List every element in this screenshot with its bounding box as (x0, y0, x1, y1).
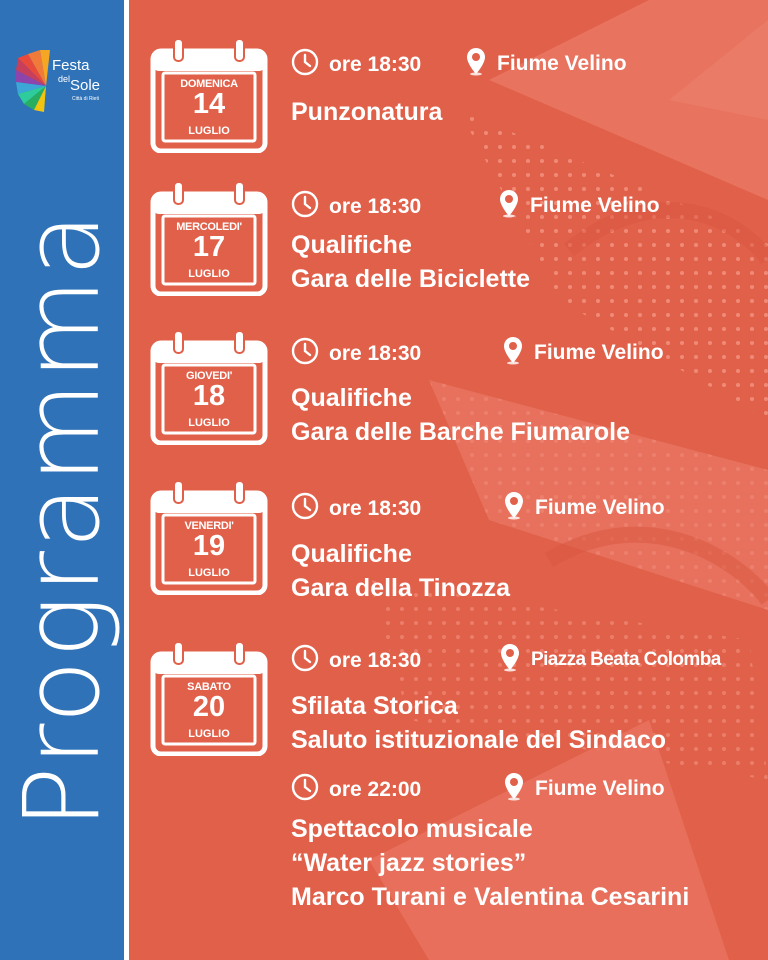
event-time-text: ore 18:30 (329, 649, 422, 672)
event-title-line: Qualifiche (291, 540, 412, 568)
calendar-date: 20 (192, 691, 226, 723)
clock-icon (291, 644, 329, 678)
logo-text-del: del (58, 74, 71, 84)
calendar-date: 17 (192, 231, 226, 263)
clock-icon (291, 492, 329, 526)
calendar-weekday: VENERDI' (184, 520, 234, 532)
calendar-weekday: SABATO (187, 681, 231, 693)
event-location (465, 46, 627, 82)
calendar-weekday: DOMENICA (180, 78, 238, 90)
event-title-line: Saluto istituzionale del Sindaco (291, 726, 667, 754)
event-time (291, 644, 421, 678)
clock-icon (291, 773, 329, 807)
event-location (498, 188, 660, 224)
event-title-line: Gara delle Barche Fiumarole (291, 418, 631, 446)
event-time-text: ore 18:30 (329, 497, 422, 520)
calendar-weekday: MERCOLEDI' (176, 221, 242, 233)
event-location-text: Fiume Velino (497, 52, 627, 75)
calendar-month: LUGLIO (188, 417, 230, 429)
calendar-date: 19 (192, 530, 226, 562)
event-location-text: Fiume Velino (530, 194, 660, 217)
location-pin-icon (499, 642, 531, 678)
calendar-icon (150, 180, 268, 296)
event-location (503, 771, 665, 807)
clock-icon (291, 337, 329, 371)
event-title-line: Qualifiche (291, 231, 412, 259)
event-title-line: Qualifiche (291, 384, 412, 412)
logo-text-festa: Festa (52, 57, 90, 74)
sun-logo-icon (14, 46, 118, 126)
clock-icon (291, 190, 329, 224)
location-pin-icon (503, 490, 535, 526)
event-time (291, 337, 421, 371)
calendar-icon (150, 479, 268, 595)
calendar-month: LUGLIO (188, 268, 230, 280)
event-title-line: Gara della Tinozza (291, 574, 511, 602)
event-title-line: Spettacolo musicale (291, 815, 533, 843)
event-title-line: Marco Turani e Valentina Cesarini (291, 883, 690, 911)
event-title-line: “Water jazz stories” (291, 849, 527, 877)
event-time-text: ore 18:30 (329, 195, 422, 218)
event-time-text: ore 18:30 (329, 53, 422, 76)
calendar-month: LUGLIO (188, 567, 230, 579)
event-location-text: Fiume Velino (535, 496, 665, 519)
event-time (291, 48, 421, 82)
calendar-icon (150, 640, 268, 756)
calendar-month: LUGLIO (188, 728, 230, 740)
event-time (291, 190, 421, 224)
calendar-icon (150, 37, 268, 153)
logo-text-city: Città di Rieti (72, 96, 99, 102)
event-time (291, 773, 421, 807)
event-location (502, 335, 664, 371)
event-location (503, 490, 665, 526)
event-location (499, 642, 721, 678)
event-location-text: Piazza Beata Colomba (531, 649, 721, 670)
event-title-line: Sfilata Storica (291, 692, 458, 720)
event-time-text: ore 18:30 (329, 342, 422, 365)
calendar-weekday: GIOVEDI' (185, 370, 233, 382)
location-pin-icon (465, 46, 497, 82)
festa-del-sole-logo (14, 46, 118, 126)
event-location-text: Fiume Velino (535, 777, 665, 800)
calendar-date: 18 (192, 380, 226, 412)
location-pin-icon (498, 188, 530, 224)
event-time-text: ore 22:00 (329, 778, 422, 801)
calendar-icon (150, 329, 268, 445)
sidebar (0, 0, 124, 960)
clock-icon (291, 48, 329, 82)
programma-title: Programma (1, 210, 123, 830)
event-title-line: Punzonatura (291, 98, 443, 126)
event-location-text: Fiume Velino (534, 341, 664, 364)
location-pin-icon (503, 771, 535, 807)
calendar-month: LUGLIO (188, 125, 230, 137)
calendar-date: 14 (192, 88, 226, 120)
logo-text-sole: Sole (70, 77, 101, 94)
event-time (291, 492, 421, 526)
location-pin-icon (502, 335, 534, 371)
event-title-line: Gara delle Biciclette (291, 265, 531, 293)
